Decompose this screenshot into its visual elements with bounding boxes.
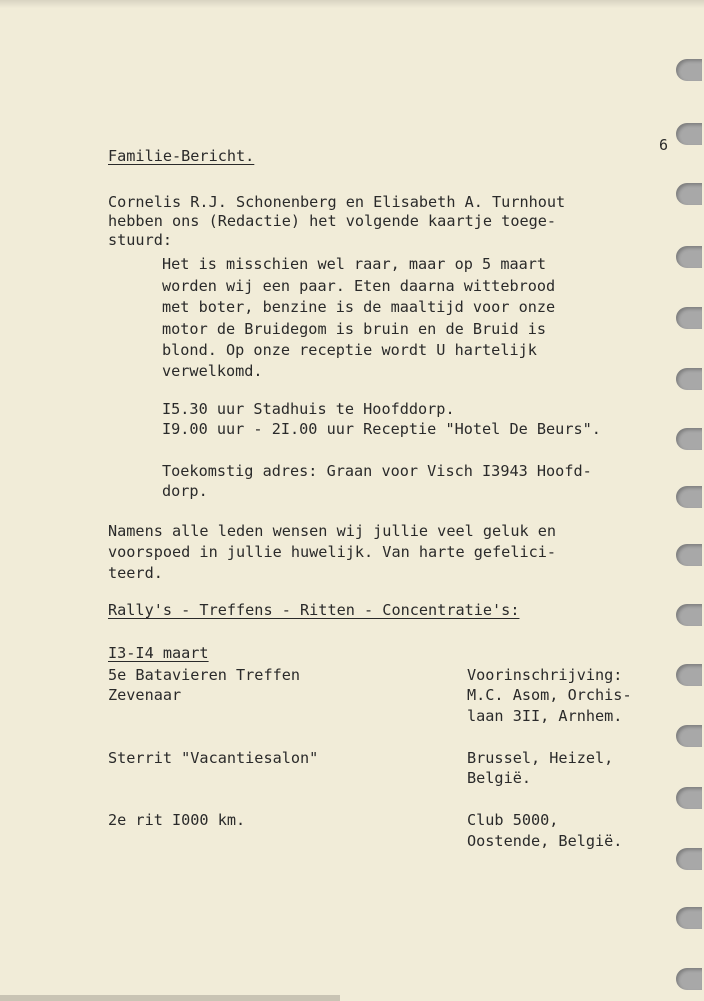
punch-hole xyxy=(676,907,702,929)
intro-line: hebben ons (Redactie) het volgende kaartje toege- xyxy=(108,212,557,230)
page-number: 6 xyxy=(659,136,669,154)
card-line: Het is misschien wel raar, maar op 5 maart xyxy=(162,255,547,273)
punch-hole xyxy=(676,787,702,809)
punch-hole xyxy=(676,664,702,686)
punch-hole xyxy=(676,59,702,81)
event-info: laan 3II, Arnhem. xyxy=(467,707,623,725)
event-date: I3-I4 maart xyxy=(108,644,209,662)
card-line: motor de Bruidegom is bruin en de Bruid is xyxy=(162,320,547,338)
punch-hole xyxy=(676,544,702,566)
page-shadow xyxy=(0,0,704,8)
time-line: I5.30 uur Stadhuis te Hoofddorp. xyxy=(162,400,455,418)
punch-hole xyxy=(676,183,702,205)
punch-hole xyxy=(676,368,702,390)
event-name: Sterrit "Vacantiesalon" xyxy=(108,749,319,767)
card-line: verwelkomd. xyxy=(162,362,263,380)
event-info: Club 5000, xyxy=(467,811,559,829)
card-line: worden wij een paar. Eten daarna wittebrood xyxy=(162,277,556,295)
card-line: blond. Op onze receptie wordt U hartelijk xyxy=(162,341,537,359)
intro-line: Cornelis R.J. Schonenberg en Elisabeth A. Turnhout xyxy=(108,193,566,211)
intro-line: stuurd: xyxy=(108,231,173,249)
event-name: 2e rit I000 km. xyxy=(108,811,246,829)
event-info: Oostende, België. xyxy=(467,832,623,850)
punch-hole xyxy=(676,604,702,626)
card-line: met boter, benzine is de maaltijd voor onze xyxy=(162,298,556,316)
punch-hole xyxy=(676,486,702,508)
closing-line: teerd. xyxy=(108,564,163,582)
closing-line: Namens alle leden wensen wij jullie veel geluk en xyxy=(108,522,557,540)
section-heading-familie: Familie-Bericht. xyxy=(108,147,255,165)
punch-hole xyxy=(676,123,702,145)
punch-hole xyxy=(676,428,702,450)
closing-line: voorspoed in jullie huwelijk. Van harte gefelici- xyxy=(108,543,557,561)
event-name: 5e Batavieren Treffen xyxy=(108,666,301,684)
punch-hole xyxy=(676,246,702,268)
event-info: Voorinschrijving: xyxy=(467,666,623,684)
section-heading-rallys: Rally's - Treffens - Ritten - Concentratie's: xyxy=(108,601,520,619)
address-line: dorp. xyxy=(162,482,208,500)
event-location: Zevenaar xyxy=(108,686,182,704)
address-line: Toekomstig adres: Graan voor Visch I3943 Hoofd- xyxy=(162,462,592,480)
time-line: I9.00 uur - 2I.00 uur Receptie "Hotel De Beurs". xyxy=(162,420,601,438)
event-info: België. xyxy=(467,769,532,787)
event-info: M.C. Asom, Orchis- xyxy=(467,686,632,704)
punch-hole xyxy=(676,307,702,329)
event-info: Brussel, Heizel, xyxy=(467,749,614,767)
page-shadow xyxy=(0,995,340,1001)
punch-hole xyxy=(676,968,702,990)
punch-hole xyxy=(676,725,702,747)
punch-hole xyxy=(676,848,702,870)
